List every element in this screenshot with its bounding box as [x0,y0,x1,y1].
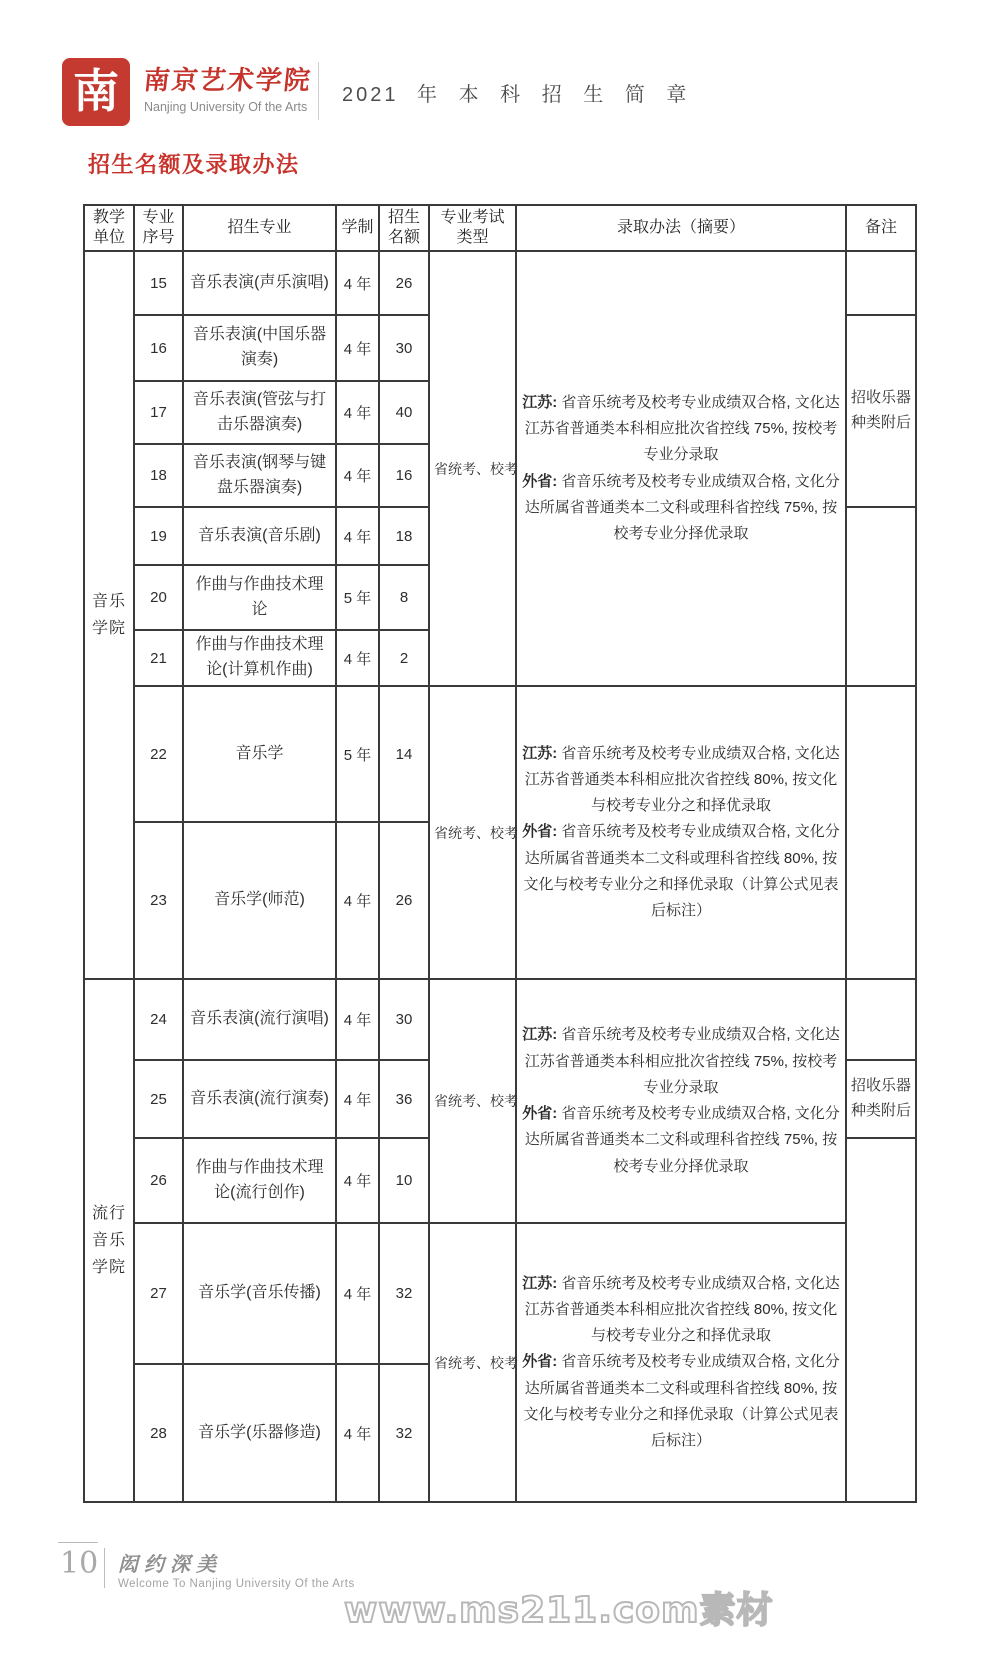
table-row [84,686,916,822]
table-row [84,1223,916,1364]
university-name-cn: 南京艺术学院 [142,66,314,96]
cell-remark-empty [846,251,916,315]
col-header-method: 录取办法（摘要） [516,205,846,251]
col-header-exam: 专业考试类型 [429,205,516,251]
cell-major: 音乐表演(钢琴与键盘乐器演奏) [183,444,336,507]
cell-remark-instruments: 招收乐器种类附后 [846,315,916,507]
cell-admission-method: 江苏: 省音乐统考及校考专业成绩双合格, 文化达江苏省普通类本科相应批次省控线 75%, 按校考专业分录取 外省: 省音乐统考及校考专业成绩双合格, 文化分达所属省普通类本二文科或理科省控线 75%, 按校考专业分择优录取 [516,979,846,1223]
cell-exam-type: 省统考、校考 [429,686,516,979]
cell-exam-type: 省统考、校考 [429,1223,516,1502]
cell-admission-method: 江苏: 省音乐统考及校考专业成绩双合格, 文化达江苏省普通类本科相应批次省控线 75%, 按校考专业分录取 外省: 省音乐统考及校考专业成绩双合格, 文化分达所属省普通类本二文科或理科省控线 75%, 按校考专业分择优录取 [516,251,846,686]
cell-quota: 32 [379,1223,429,1364]
page-footer [58,1542,938,1642]
cell-years: 4 年 [336,1138,379,1223]
cell-years: 4 年 [336,822,379,979]
pageno-rule [58,1542,98,1543]
page-number: 10 [60,1546,99,1581]
cell-quota: 40 [379,381,429,444]
cell-years: 5 年 [336,565,379,630]
cell-no: 22 [134,686,183,822]
cell-no: 28 [134,1364,183,1502]
cell-major: 作曲与作曲技术理论 [183,565,336,630]
cell-quota: 8 [379,565,429,630]
cell-quota: 2 [379,630,429,686]
unit-music-college: 音乐学院 [84,251,134,979]
masthead-divider [318,62,319,120]
table-header-row [84,205,916,251]
cell-major: 音乐学(音乐传播) [183,1223,336,1364]
cell-no: 27 [134,1223,183,1364]
col-header-unit: 教学单位 [84,205,134,251]
unit-pop-music-college: 流行音乐学院 [84,979,134,1502]
cell-quota: 18 [379,507,429,565]
admission-quota-table [83,204,917,1503]
cell-major: 音乐表演(管弦与打击乐器演奏) [183,381,336,444]
cell-major: 音乐表演(流行演奏) [183,1060,336,1138]
document-title: 2021 年 本 科 招 生 简 章 [342,84,690,106]
cell-quota: 32 [379,1364,429,1502]
masthead [60,58,940,130]
cell-exam-type: 省统考、校考 [429,979,516,1223]
cell-quota: 16 [379,444,429,507]
cell-quota: 26 [379,822,429,979]
cell-no: 24 [134,979,183,1060]
cell-years: 4 年 [336,507,379,565]
section-title: 招生名额及录取办法 [88,152,300,177]
pageno-divider [104,1548,105,1588]
cell-years: 4 年 [336,444,379,507]
cell-no: 19 [134,507,183,565]
cell-no: 20 [134,565,183,630]
brand-block [144,60,334,114]
col-header-no: 专业序号 [134,205,183,251]
cell-remark-empty [846,979,916,1060]
watermark-text: www.ms211.com素材 [344,1590,774,1631]
table-row [84,251,916,315]
col-header-years: 学制 [336,205,379,251]
cell-remark-empty [846,507,916,686]
university-name-en: Nanjing University Of the Arts [144,100,308,114]
cell-no: 23 [134,822,183,979]
cell-quota: 26 [379,251,429,315]
cell-major: 音乐学(乐器修造) [183,1364,336,1502]
cell-quota: 30 [379,979,429,1060]
cell-years: 4 年 [336,381,379,444]
cell-years: 4 年 [336,1223,379,1364]
cell-major: 作曲与作曲技术理论(流行创作) [183,1138,336,1223]
cell-major: 音乐学(师范) [183,822,336,979]
cell-major: 音乐表演(中国乐器演奏) [183,315,336,381]
cell-major: 音乐学 [183,686,336,822]
cell-no: 21 [134,630,183,686]
cell-no: 16 [134,315,183,381]
cell-major: 音乐表演(流行演唱) [183,979,336,1060]
col-header-quota: 招生名额 [379,205,429,251]
cell-years: 4 年 [336,630,379,686]
cell-no: 17 [134,381,183,444]
col-header-major: 招生专业 [183,205,336,251]
cell-years: 5 年 [336,686,379,822]
cell-years: 4 年 [336,315,379,381]
cell-remark-empty [846,686,916,979]
cell-quota: 14 [379,686,429,822]
welcome-text: Welcome To Nanjing University Of the Arts [118,1578,355,1590]
cell-major: 音乐表演(声乐演唱) [183,251,336,315]
cell-admission-method: 江苏: 省音乐统考及校考专业成绩双合格, 文化达江苏省普通类本科相应批次省控线 80%, 按文化与校考专业分之和择优录取 外省: 省音乐统考及校考专业成绩双合格, 文化分达所属省普通类本二文科或理科省控线 80%, 按文化与校考专业分之和择优录取（计算公式见表后标注） [516,686,846,979]
cell-major: 作曲与作曲技术理论(计算机作曲) [183,630,336,686]
cell-years: 4 年 [336,979,379,1060]
cell-no: 15 [134,251,183,315]
cell-exam-type: 省统考、校考 [429,251,516,686]
cell-no: 25 [134,1060,183,1138]
school-motto: 闳约深美 [118,1552,222,1576]
col-header-remark: 备注 [846,205,916,251]
table-row [84,979,916,1060]
cell-years: 4 年 [336,1060,379,1138]
cell-admission-method: 江苏: 省音乐统考及校考专业成绩双合格, 文化达江苏省普通类本科相应批次省控线 80%, 按文化与校考专业分之和择优录取 外省: 省音乐统考及校考专业成绩双合格, 文化分达所属省普通类本二文科或理科省控线 80%, 按文化与校考专业分之和择优录取（计算公式见表后标注） [516,1223,846,1502]
cell-years: 4 年 [336,251,379,315]
cell-remark-instruments: 招收乐器种类附后 [846,1060,916,1138]
cell-no: 26 [134,1138,183,1223]
cell-quota: 36 [379,1060,429,1138]
logo-glyph: 南 [73,64,119,118]
cell-quota: 30 [379,315,429,381]
cell-years: 4 年 [336,1364,379,1502]
cell-major: 音乐表演(音乐剧) [183,507,336,565]
cell-remark-empty [846,1138,916,1502]
cell-quota: 10 [379,1138,429,1223]
university-logo-icon [62,58,130,126]
cell-no: 18 [134,444,183,507]
